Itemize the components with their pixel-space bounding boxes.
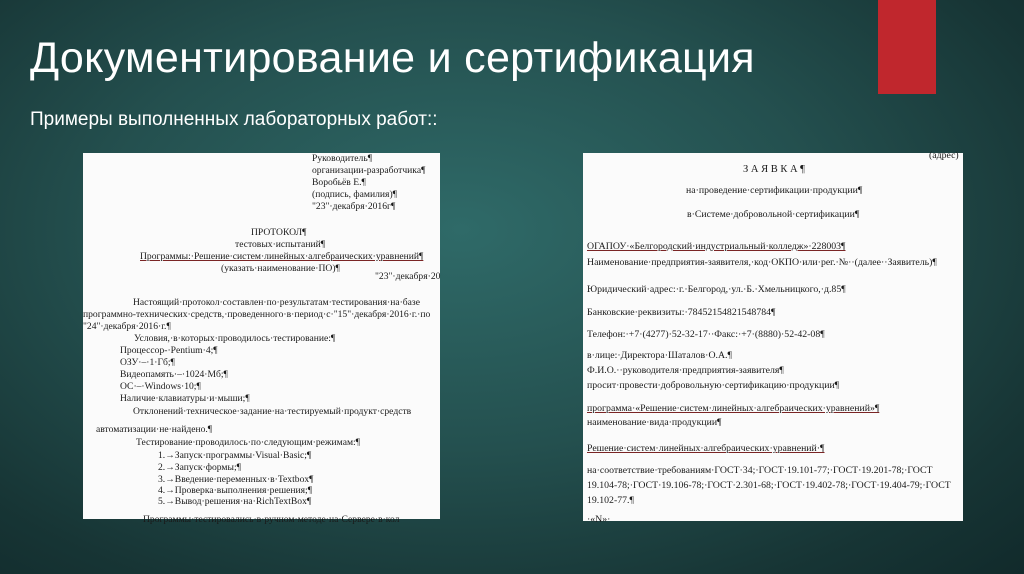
program-note: (указать·наименование·ПО)¶	[221, 263, 340, 274]
date-line: "23"·декабря·20	[375, 271, 441, 282]
corner-label: (адрес)	[929, 150, 959, 161]
paragraph-line: программно-технических·средств,·проведенного·в·период·с·"15"·декабря·2016·г.·по	[83, 309, 431, 320]
deviation-line: Отклонений·техническое·задание·на·тестируемый·продукт·средств	[133, 406, 412, 417]
bank-line: Банковские·реквизиты:·78452154821548784¶	[587, 307, 776, 318]
gost-line: 19.102-77.¶	[587, 495, 634, 506]
request-line: просит·провести·добровольную·сертификацию·продукции¶	[587, 380, 840, 391]
application-document-image	[583, 150, 963, 525]
person-line: в·лице:·Директора·Шаталов·О.А.¶	[587, 350, 732, 361]
head-line: Руководитель¶	[312, 153, 373, 164]
organization-line: ОГАПОУ·«Белгородский·индустриальный·колледж»·228003¶	[587, 241, 846, 252]
application-subtitle: в·Системе·добровольной·сертификации¶	[687, 209, 860, 220]
application-title: З А Я В К А ¶	[743, 164, 805, 175]
paragraph-line: "24"·декабря·2016·г.¶	[83, 321, 171, 332]
head-line: (подпись, фамилия)¶	[312, 189, 397, 200]
head-line: "23"·декабря·2016г¶	[312, 201, 396, 212]
mode-item: 3.→Введение·переменных·в·Textbox¶	[158, 474, 314, 485]
program-line: программа·«Решение·систем·линейных·алгебраических·уравнений»¶	[587, 403, 880, 414]
condition-item: ОС·–·Windows·10;¶	[120, 381, 201, 392]
condition-item: ОЗУ·–·1·Гб;¶	[120, 357, 175, 368]
mode-item: 2.→Запуск·формы;¶	[158, 462, 241, 473]
fio-line: Ф.И.О.··руководителя·предприятия-заявителя¶	[587, 365, 784, 376]
product-note: наименование·вида·продукции¶	[587, 417, 722, 428]
protocol-document-image	[83, 153, 441, 525]
condition-item: Процессор-·Pentium·4;¶	[120, 345, 218, 356]
cutoff-line: Программы·тестировались·в·ручном·методе·на·Сервере·в·кол	[143, 514, 400, 525]
head-line: Воробьёв Е.¶	[312, 177, 366, 188]
protocol-subtitle: тестовых·испытаний¶	[235, 239, 326, 250]
slide-title: Документирование и сертификация	[30, 34, 755, 82]
accent-bar	[878, 0, 936, 94]
modes-title: Тестирование·проводилось·по·следующим·режимам:¶	[136, 437, 361, 448]
application-subtitle: на·проведение·сертификации·продукции¶	[686, 185, 863, 196]
mode-item: 4.→Проверка·выполнения·решения;¶	[158, 485, 313, 496]
program-line: Программы:·Решение·систем·линейных·алгебраических·уравнений¶	[140, 251, 424, 262]
deviation-line: автоматизации·не·найдено.¶	[96, 424, 213, 435]
mode-item: 5.→Вывод·решения·на·RichTextBox¶	[158, 496, 312, 507]
condition-item: Видеопамять·–·1024·Мб;¶	[120, 369, 228, 380]
solution-line: Решение·систем·линейных·алгебраических·уравнений·¶	[587, 443, 825, 454]
protocol-title: ПРОТОКОЛ¶	[251, 227, 307, 238]
phone-line: Телефон:·+7·(4277)·52-32-17··Факс:·+7·(8880)·52-42-08¶	[587, 329, 825, 340]
slide-subtitle: Примеры выполненных лабораторных работ::	[30, 109, 438, 130]
gost-line: 19.104-78;·ГОСТ·19.106-78;·ГОСТ·2.301-68;·ГОСТ·19.402-78;·ГОСТ·19.404-79;·ГОСТ	[587, 480, 951, 491]
tail-line: ·«N»·	[587, 514, 611, 525]
conditions-title: Условия,·в·которых·проводилось·тестирование:¶	[134, 333, 336, 344]
paragraph-line: Настоящий·протокол·составлен·по·результатам·тестирования·на·базе	[133, 297, 420, 308]
mode-item: 1.→Запуск·программы·Visual·Basic;¶	[158, 450, 312, 461]
address-line: Юридический·адрес:·г.·Белгород,·ул.·Б.·Хмельницкого,·д.85¶	[587, 284, 846, 295]
gost-line: на·соответствие·требованиям·ГОСТ·34;·ГОСТ·19.101-77;·ГОСТ·19.201-78;·ГОСТ	[587, 465, 933, 476]
head-line: организации-разработчика¶	[312, 165, 426, 176]
condition-item: Наличие·клавиатуры·и·мыши;¶	[120, 393, 250, 404]
organization-note: Наименование·предприятия-заявителя,·код·ОКПО·или·рег.·№··(далее··Заявитель)¶	[587, 257, 937, 268]
